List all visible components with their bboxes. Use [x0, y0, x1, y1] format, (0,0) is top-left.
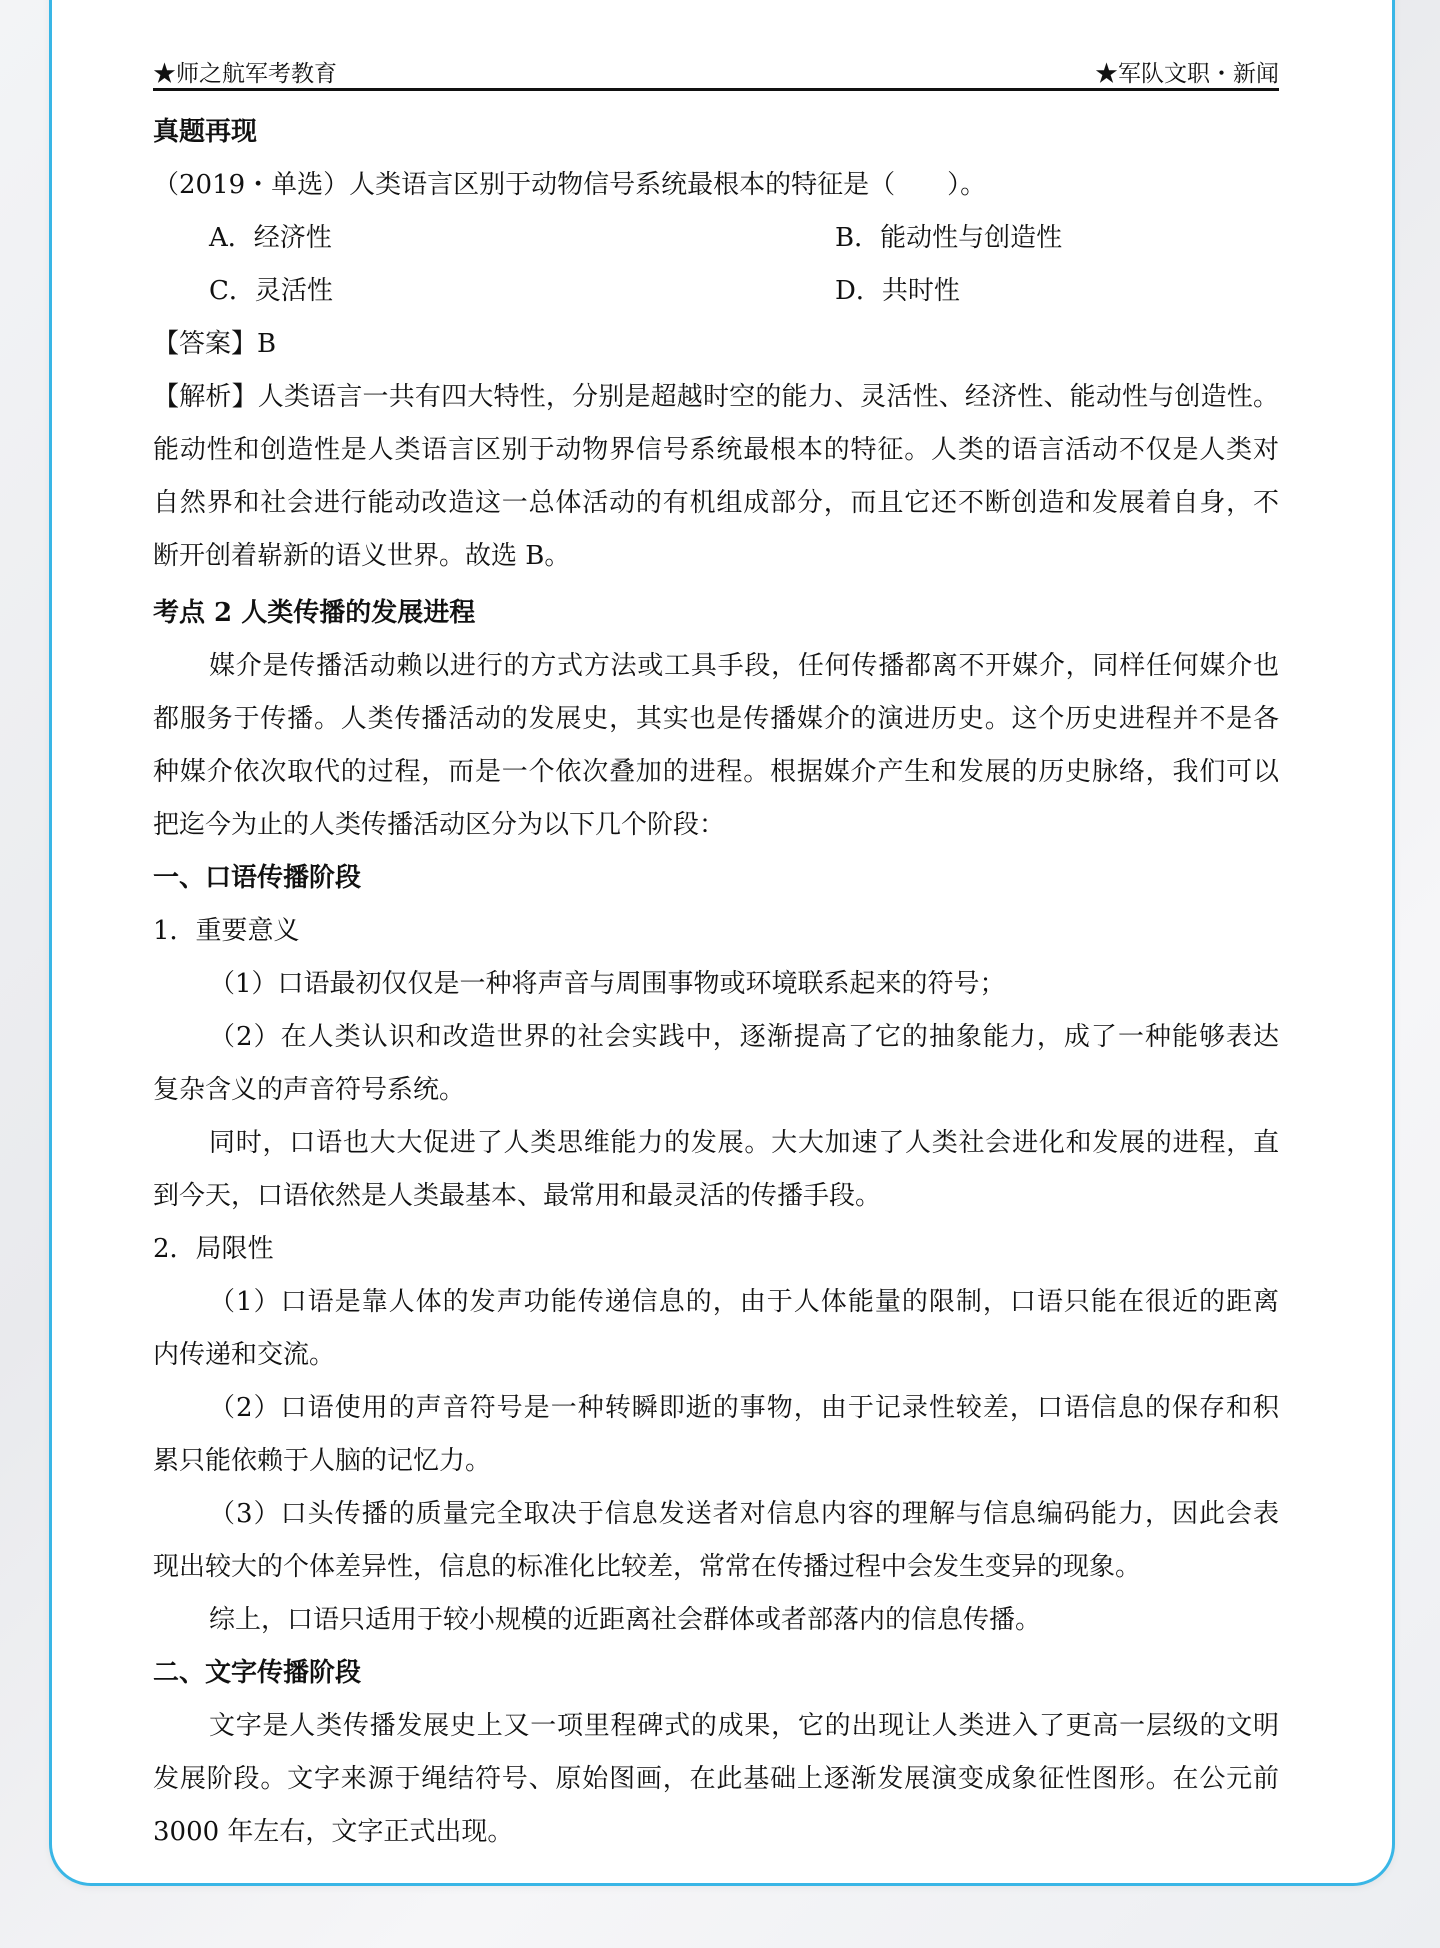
- paragraph-line: 把迄今为止的人类传播活动区分为以下几个阶段：: [153, 810, 726, 840]
- document-body: [153, 106, 1279, 1859]
- question-stem: （2019・单选）人类语言区别于动物信号系统最根本的特征是（ ）。: [153, 170, 987, 200]
- paragraph-line: 内传递和交流。: [153, 1340, 336, 1370]
- paragraph-line: （2）口语使用的声音符号是一种转瞬即逝的事物，由于记录性较差，口语信息的保存和积: [209, 1393, 1279, 1423]
- paragraph-line: 同时，口语也大大促进了人类思维能力的发展。大大加速了人类社会进化和发展的进程，直: [209, 1128, 1279, 1158]
- heading-oral-stage: 一、口语传播阶段: [153, 863, 362, 893]
- paragraph-line: （3）口头传播的质量完全取决于信息发送者对信息内容的理解与信息编码能力，因此会表: [209, 1499, 1279, 1529]
- paragraph-line: 媒介是传播活动赖以进行的方式方法或工具手段，任何传播都离不开媒介，同样任何媒介也: [209, 651, 1279, 681]
- paragraph-line: 文字是人类传播发展史上又一项里程碑式的成果，它的出现让人类进入了更高一层级的文明: [209, 1711, 1279, 1741]
- option-c: C．灵活性: [209, 276, 333, 306]
- paragraph-line: （1）口语最初仅仅是一种将声音与周围事物或环境联系起来的符号；: [209, 969, 1006, 999]
- heading-writing-stage: 二、文字传播阶段: [153, 1658, 362, 1688]
- paragraph-line: 到今天，口语依然是人类最基本、最常用和最灵活的传播手段。: [153, 1181, 882, 1211]
- header-left-brand: ★师之航军考教育: [153, 60, 337, 87]
- limitation-1: [153, 1276, 1279, 1382]
- importance-paragraph-2: [153, 1011, 1279, 1117]
- paragraph-line: 现出较大的个体差异性，信息的标准化比较差，常常在传播过程中会发生变异的现象。: [153, 1552, 1142, 1582]
- analysis-paragraph: [153, 371, 1279, 583]
- analysis-line: 断开创着崭新的语义世界。故选 B。: [153, 541, 571, 571]
- option-a: A．经济性: [209, 223, 332, 253]
- header-right-category: ★军队文职・新闻: [1095, 60, 1279, 87]
- paragraph-line: （1）口语是靠人体的发声功能传递信息的，由于人体能量的限制，口语只能在很近的距离: [209, 1287, 1279, 1317]
- paragraph-line: （2）在人类认识和改造世界的社会实践中，逐渐提高了它的抽象能力，成了一种能够表达: [209, 1022, 1279, 1052]
- kaodian-heading: 考点 2 人类传播的发展进程: [153, 598, 476, 628]
- summary-line: 综上，口语只适用于较小规模的近距离社会群体或者部落内的信息传播。: [209, 1605, 1042, 1635]
- intro-paragraph: [153, 640, 1279, 852]
- page-header: [153, 54, 1279, 91]
- analysis-line: 自然界和社会进行能动改造这一总体活动的有机组成部分，而且它还不断创造和发展着自身，不: [153, 488, 1279, 518]
- limitation-2: [153, 1382, 1279, 1488]
- analysis-line: 能动性和创造性是人类语言区别于动物界信号系统最根本的特征。人类的语言活动不仅是人类对: [153, 435, 1279, 465]
- paragraph-line: 种媒介依次取代的过程，而是一个依次叠加的进程。根据媒介产生和发展的历史脉络，我们可以: [153, 757, 1279, 787]
- option-d: D．共时性: [835, 276, 960, 306]
- paragraph-line: 都服务于传播。人类传播活动的发展史，其实也是传播媒介的演进历史。这个历史进程并不是各: [153, 704, 1279, 734]
- paragraph-line: 3000 年左右，文字正式出现。: [153, 1817, 514, 1847]
- paragraph-line: 累只能依赖于人脑的记忆力。: [153, 1446, 492, 1476]
- analysis-line: 【解析】人类语言一共有四大特性，分别是超越时空的能力、灵活性、经济性、能动性与创造性。: [153, 382, 1279, 412]
- answer-line: 【答案】B: [153, 329, 277, 359]
- option-b: B．能动性与创造性: [835, 223, 1063, 253]
- section-title: 真题再现: [153, 117, 258, 147]
- subheading-importance: 1．重要意义: [153, 916, 300, 946]
- limitation-3: [153, 1488, 1279, 1594]
- importance-paragraph-3: [153, 1117, 1279, 1223]
- subheading-limitations: 2．局限性: [153, 1234, 274, 1264]
- option-row: [153, 265, 1279, 318]
- option-row: [153, 212, 1279, 265]
- paragraph-line: 发展阶段。文字来源于绳结符号、原始图画，在此基础上逐渐发展演变成象征性图形。在公元前: [153, 1764, 1279, 1794]
- writing-paragraph: [153, 1700, 1279, 1859]
- paragraph-line: 复杂含义的声音符号系统。: [153, 1075, 466, 1105]
